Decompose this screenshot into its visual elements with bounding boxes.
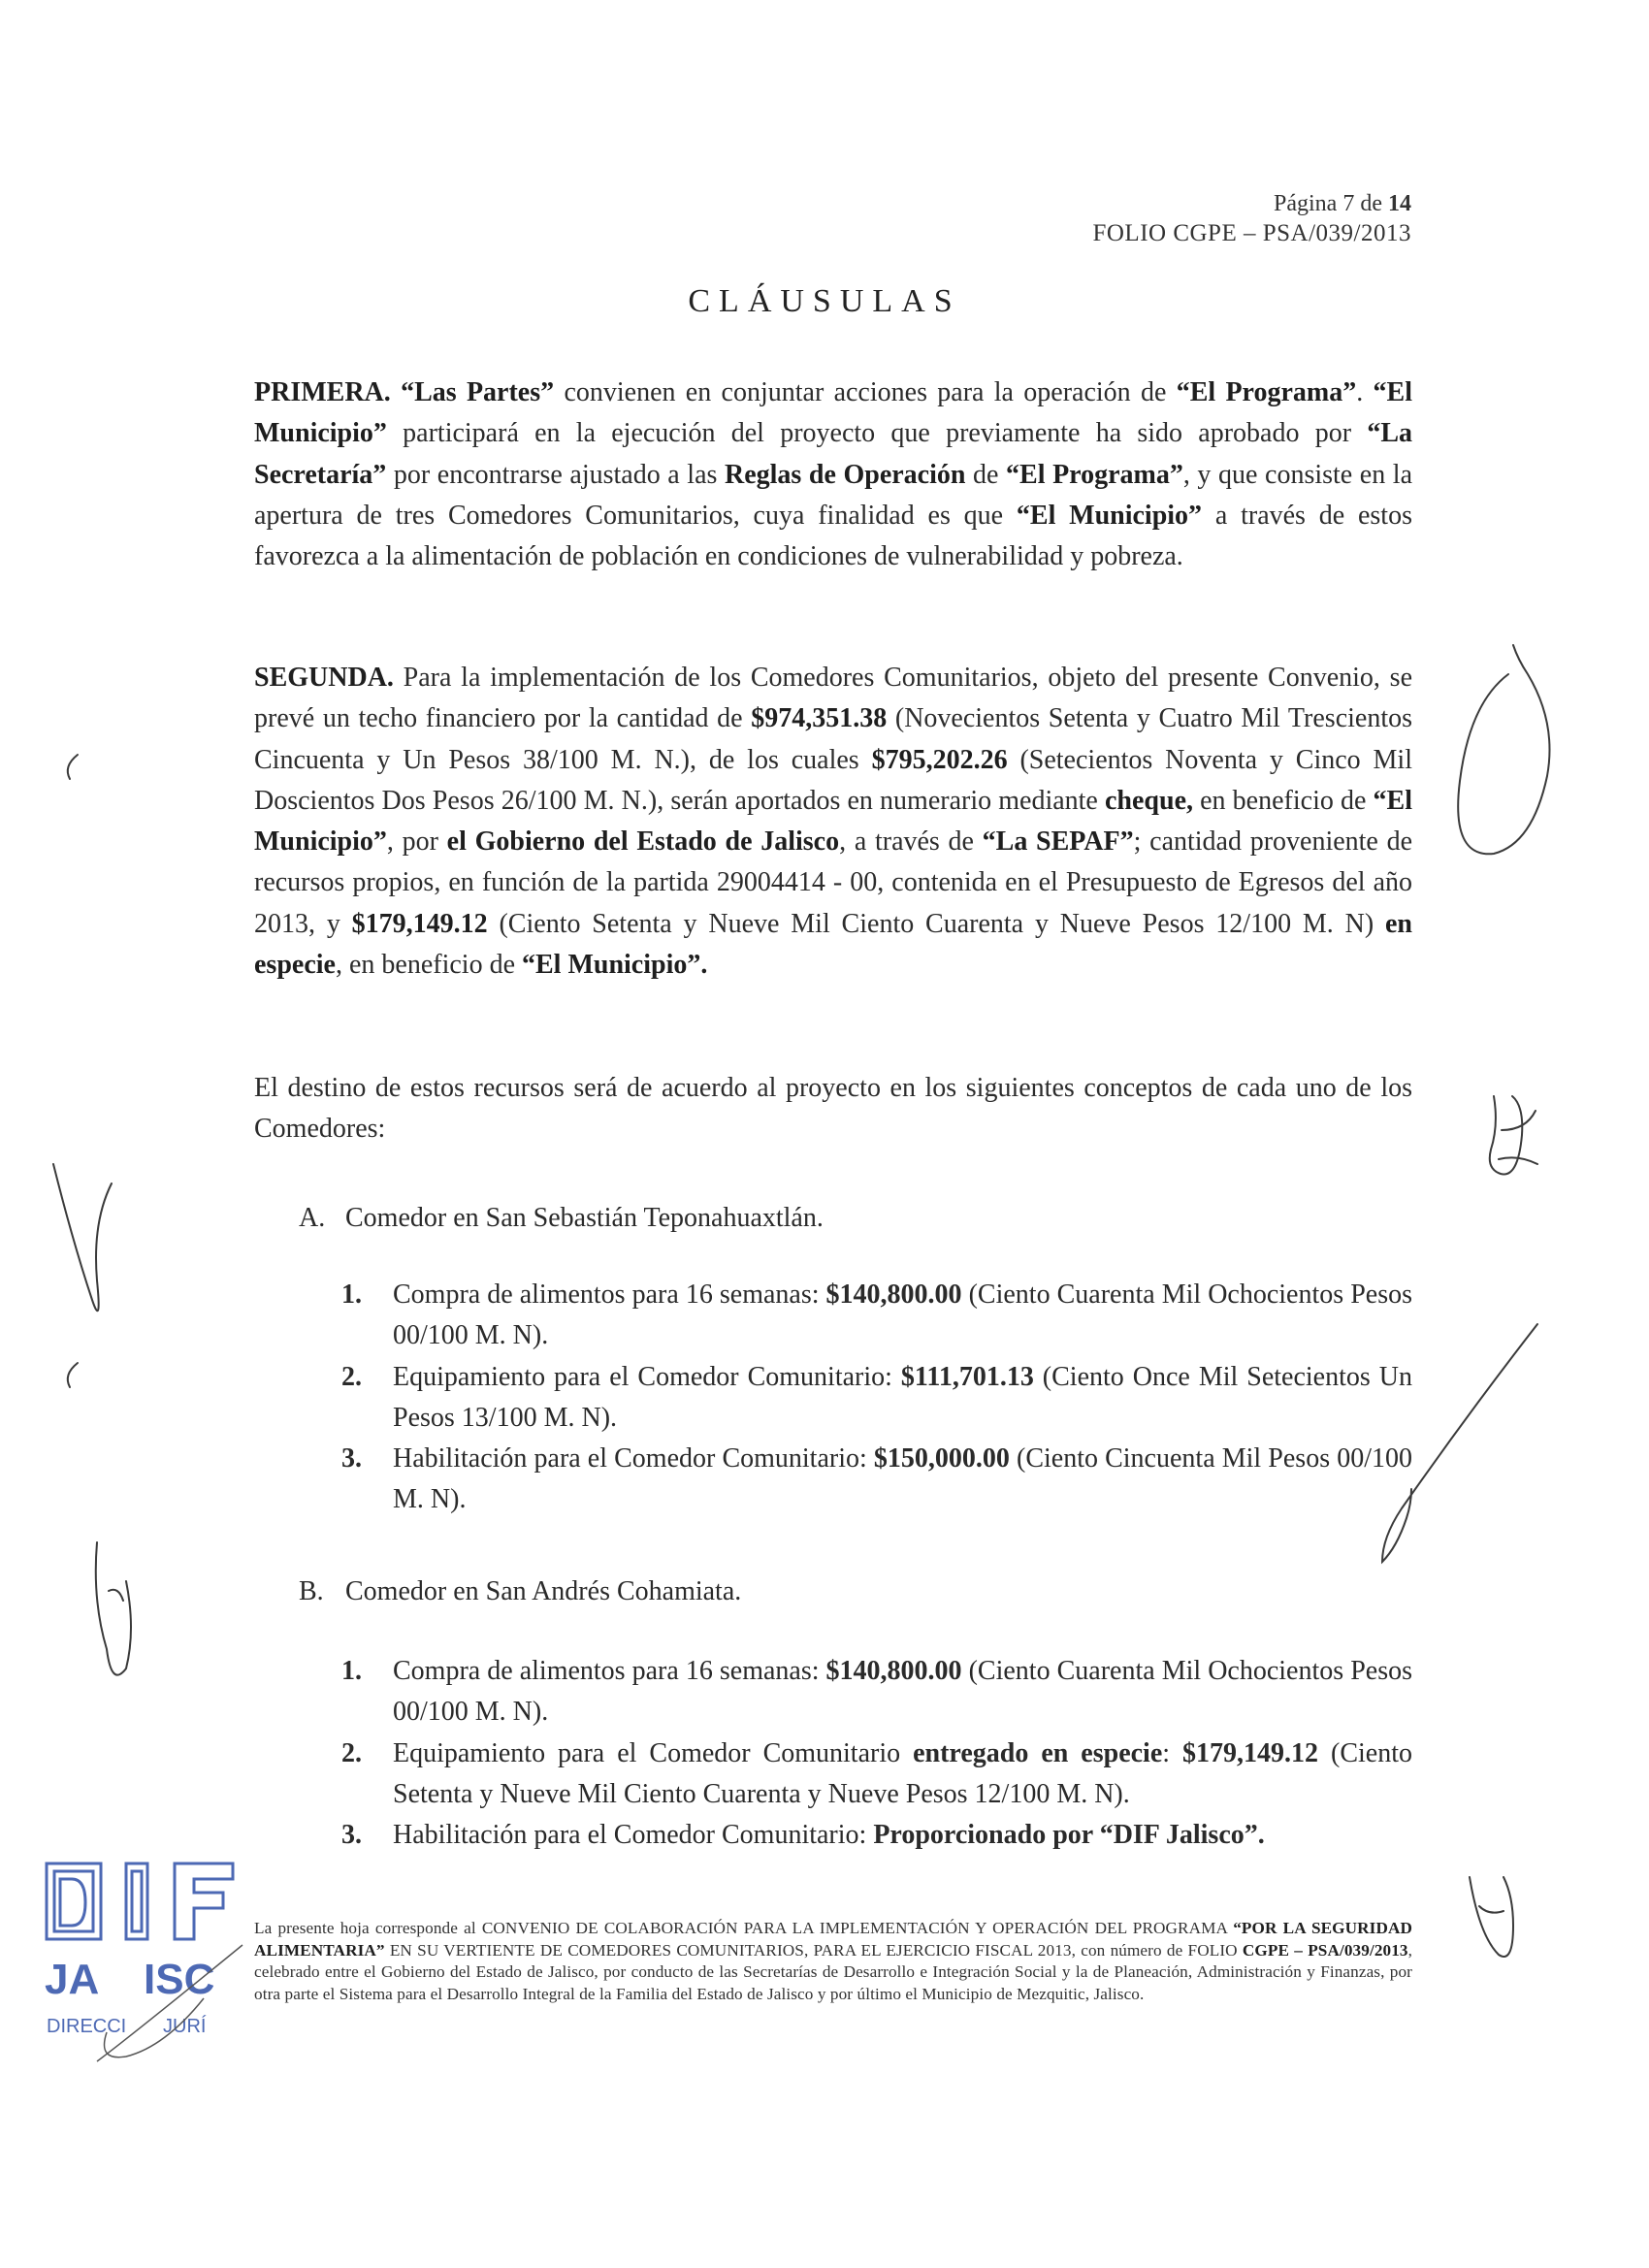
footer-note: La presente hoja corresponde al CONVENIO DE COLABORACIÓN PARA LA IMPLEMENTACIÓN Y OPERACIÓN DEL PROGRAMA “POR LA SEGURIDAD ALIMENTARIA” EN SU VERTIENTE DE COMEDORES COMUNITARIOS, PARA EL EJERCICIO FISCAL 2013, con número de FOLIO CGPE – PSA/039/2013, celebrado entre el Gobierno del Estado de Jalisco, por conducto de las Secretarías de Desarrollo e Integración Social y la de Planeación, Administración y Finanzas, por otra parte el Sistema para el Desarrollo Integral de la Familia del Estado de Jalisco y por último el Municipio de Mezquitic, Jalisco. [254,1919,1412,2003]
folio-number: FOLIO CGPE – PSA/039/2013 [1092,220,1411,246]
list-item: 1. Compra de alimentos para 16 semanas: $140,800.00 (Ciento Cuarenta Mil Ochocientos Pesos 00/100 M. N). [341,1656,1412,1728]
svg-text:JURÍ: JURÍ [163,2016,207,2037]
section-a-heading: A. Comedor en San Sebastián Teponahuaxtlán. [299,1203,824,1233]
right-bottom-mark-signature [1470,1877,1513,1957]
section-b-heading: B. Comedor en San Andrés Cohamiata. [299,1576,742,1606]
clause-primera: PRIMERA. “Las Partes” convienen en conjuntar acciones para la operación de “El Programa”. “El Municipio” participará en la ejecución del proyecto que previamente ha sido aprobado por “La Secretaría” por encontrarse ajustado a las Reglas de Operación de “El Programa”, y que consiste en la apertura de tres Comedores Comunitarios, cuya finalidad es que “El Municipio” a través de estos favorezca a la alimentación de población en condiciones de vulnerabilidad y pobreza. [254,377,1413,572]
list-item: 3. Habilitación para el Comedor Comunitario: Proporcionado por “DIF Jalisco”. [341,1820,1265,1851]
left-stroke-1-signature [53,1164,112,1311]
left-stroke-2-signature [96,1542,131,1675]
destino-paragraph: El destino de estos recursos será de acuerdo al proyecto en los siguientes conceptos de cada uno de los Comedores: [254,1073,1412,1145]
clause-segunda: SEGUNDA. Para la implementación de los Comedores Comunitarios, objeto del presente Convenio, se prevé un techo financiero por la cantidad de $974,351.38 (Novecientos Setenta y Cuatro Mil Trescientos Cincuenta y Un Pesos 38/100 M. N.), de los cuales $795,202.26 (Setecientos Noventa y Cinco Mil Doscientos Dos Pesos 26/100 M. N.), serán aportados en numerario mediante cheque, en beneficio de “El Municipio”, por el Gobierno del Estado de Jalisco, a través de “La SEPAF”; cantidad proveniente de recursos propios, en función de la partida 29004414 - 00, contenida en el Presupuesto de Egresos del año 2013, y $179,149.12 (Ciento Setenta y Nueve Mil Ciento Cuarenta y Nueve Pesos 12/100 M. N) en especie, en beneficio de “El Municipio”. [254,663,1413,981]
list-item: 3. Habilitación para el Comedor Comunitario: $150,000.00 (Ciento Cincuenta Mil Pesos 00/100 M. N). [341,1443,1412,1515]
list-item: 2. Equipamiento para el Comedor Comunitario entregado en especie: $179,149.12 (Ciento Setenta y Nueve Mil Ciento Cuarenta y Nueve Pesos 12/100 M. N). [341,1737,1412,1809]
initial-scribble-signature [1490,1096,1537,1175]
svg-text:JA: JA [45,1956,100,2003]
svg-text:ISC: ISC [144,1956,215,2003]
svg-text:DIRECCI: DIRECCI [47,2016,127,2037]
clauses-title: CLÁUSULAS [688,283,961,319]
page-number: Página 7 de 14 [1274,191,1411,216]
long-stroke-signature [1382,1324,1537,1562]
initial-0-signature [1458,645,1549,854]
list-item: 2. Equipamiento para el Comedor Comunitario: $111,701.13 (Ciento Once Mil Setecientos Un Pesos 13/100 M. N). [341,1361,1412,1433]
left-arc-1 [68,755,78,779]
left-arc-2 [68,1363,78,1387]
list-item: 1. Compra de alimentos para 16 semanas: $140,800.00 (Ciento Cuarenta Mil Ochocientos Pesos 00/100 M. N). [341,1280,1412,1351]
